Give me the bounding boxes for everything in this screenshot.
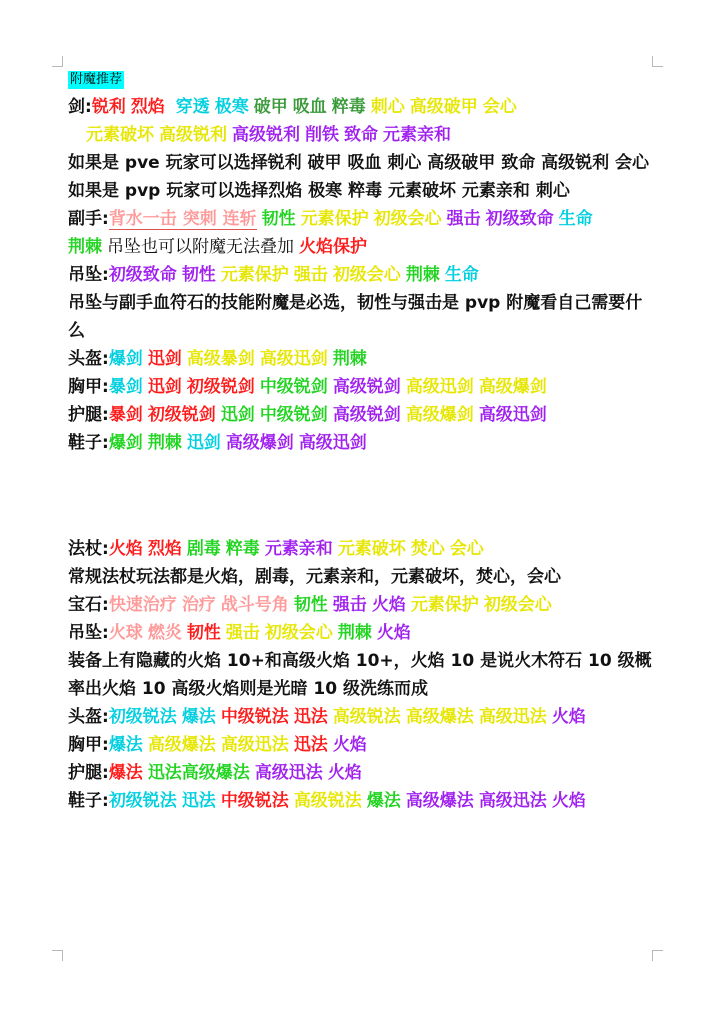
enchant-item: 破甲 bbox=[253, 97, 288, 117]
enchant-item: 强击 bbox=[225, 623, 260, 643]
enchant-item: 高级爆法 bbox=[405, 707, 474, 727]
enchant-item: 爆剑 bbox=[108, 349, 143, 369]
enchant-item: 爆法 bbox=[366, 791, 401, 811]
enchant-item: 元素破坏 bbox=[86, 125, 154, 145]
enchant-item: 初级会心 bbox=[264, 623, 333, 643]
enchant-item: 初级致命 bbox=[108, 265, 177, 285]
enchant-item: 烈焰 bbox=[147, 539, 182, 559]
enchant-item: 初级锐法 bbox=[108, 791, 177, 811]
enchant-item: 暴剑 bbox=[108, 405, 143, 425]
text-line bbox=[68, 121, 658, 149]
line-label: 胸甲: bbox=[68, 377, 109, 397]
text-line bbox=[68, 177, 658, 205]
enchant-item: 高级迅剑 bbox=[478, 405, 547, 425]
corner-mark-bottom-left bbox=[52, 950, 63, 961]
enchant-item: 火焰保护 bbox=[299, 237, 367, 257]
enchant-item: 高级锐剑 bbox=[332, 405, 401, 425]
enchant-item: 高级迅剑 bbox=[298, 433, 367, 453]
enchant-item: 中级锐法 bbox=[220, 707, 289, 727]
enchant-lines bbox=[68, 93, 658, 815]
enchant-item: 背水一击 突刺 连斩 bbox=[108, 209, 257, 229]
enchant-item: 焚心 bbox=[410, 539, 445, 559]
line-label: 法杖: bbox=[68, 539, 109, 559]
enchant-item: 爆剑 bbox=[108, 433, 143, 453]
enchant-item: 火焰 bbox=[551, 791, 586, 811]
enchant-item: 高级爆法 bbox=[147, 735, 216, 755]
enchant-item: 致命 bbox=[344, 125, 378, 145]
enchant-item: 韧性 bbox=[261, 209, 296, 229]
enchant-item: 迅法 bbox=[293, 735, 328, 755]
enchant-item: 荆棘 bbox=[68, 237, 102, 257]
enchant-item: 元素保护 bbox=[300, 209, 369, 229]
enchant-item: 高级锐剑 bbox=[332, 377, 401, 397]
enchant-item: 高级暴剑 bbox=[186, 349, 255, 369]
enchant-item: 烈焰 bbox=[130, 97, 165, 117]
enchant-item: 高级迅剑 bbox=[405, 377, 474, 397]
enchant-item: 元素亲和 bbox=[264, 539, 333, 559]
enchant-item: 火焰 bbox=[327, 763, 362, 783]
enchant-item: 常规法杖玩法都是火焰，剧毒，元素亲和，元素破坏，焚心，会心 bbox=[68, 567, 561, 587]
enchant-item: 火焰 bbox=[332, 735, 367, 755]
enchant-item: 初级锐剑 bbox=[186, 377, 255, 397]
enchant-item: 初级会心 bbox=[483, 595, 552, 615]
enchant-item: 高级迅法 bbox=[478, 791, 547, 811]
enchant-item: 初级会心 bbox=[332, 265, 401, 285]
enchant-item: 火焰 bbox=[371, 595, 406, 615]
enchant-item: 初级会心 bbox=[373, 209, 442, 229]
enchant-item: 会心 bbox=[482, 97, 517, 117]
enchant-item: 高级锐利 bbox=[232, 125, 300, 145]
enchant-item: 刺心 bbox=[370, 97, 405, 117]
text-line bbox=[68, 373, 658, 401]
corner-mark-bottom-right bbox=[652, 950, 663, 961]
enchant-item: 爆法 bbox=[181, 707, 216, 727]
enchant-item: 迅剑 bbox=[147, 349, 182, 369]
enchant-item: 迅剑 bbox=[220, 405, 255, 425]
line-label: 胸甲: bbox=[68, 735, 109, 755]
text-line bbox=[68, 619, 658, 647]
text-line bbox=[68, 563, 658, 591]
corner-mark-top-left bbox=[52, 56, 63, 67]
enchant-item: 元素保护 bbox=[410, 595, 479, 615]
enchant-item: 高级迅法 bbox=[478, 707, 547, 727]
enchant-item: 中级锐法 bbox=[220, 791, 289, 811]
enchant-item: 装备上有隐藏的火焰 10+和高级火焰 10+，火焰 10 是说火木符石 10 级概率出火焰 10 高级火焰则是光暗 10 级洗练而成 bbox=[68, 651, 652, 699]
enchant-item: 高级爆剑 bbox=[225, 433, 294, 453]
enchant-item: 荆棘 bbox=[337, 623, 372, 643]
enchant-item: 荆棘 bbox=[147, 433, 182, 453]
enchant-item: 粹毒 bbox=[225, 539, 260, 559]
text-line bbox=[68, 731, 658, 759]
enchant-item: 吸血 bbox=[292, 97, 327, 117]
enchant-item: 火焰 bbox=[376, 623, 411, 643]
enchant-item: 高级迅剑 bbox=[259, 349, 328, 369]
enchant-item: 爆法 bbox=[108, 735, 143, 755]
line-label: 剑: bbox=[68, 97, 92, 117]
enchant-item: 粹毒 bbox=[331, 97, 366, 117]
line-label: 鞋子: bbox=[68, 433, 109, 453]
enchant-item: 初级锐剑 bbox=[147, 405, 216, 425]
enchant-item: 暴剑 bbox=[108, 377, 143, 397]
line-label: 护腿: bbox=[68, 763, 109, 783]
enchant-item: 治疗 bbox=[181, 595, 216, 615]
page-heading: 附魔推荐 bbox=[70, 72, 123, 87]
text-line bbox=[68, 703, 658, 731]
text-line bbox=[68, 93, 658, 121]
enchant-item: 初级致命 bbox=[485, 209, 554, 229]
enchant-item: 强击 bbox=[332, 595, 367, 615]
enchant-item: 吊坠与副手血符石的技能附魔是必选，韧性与强击是 pvp 附魔看自己需要什么 bbox=[68, 293, 643, 341]
enchant-item: 剧毒 bbox=[186, 539, 221, 559]
enchant-item: 荆棘 bbox=[332, 349, 367, 369]
text-line bbox=[68, 401, 658, 429]
enchant-item: 元素保护 bbox=[220, 265, 289, 285]
document-body bbox=[68, 68, 658, 815]
enchant-item: 迅剑 bbox=[186, 433, 221, 453]
section-gap bbox=[68, 457, 658, 535]
enchant-item: 中级锐剑 bbox=[259, 405, 328, 425]
line-label: 护腿: bbox=[68, 405, 109, 425]
enchant-item: 高级爆剑 bbox=[478, 377, 547, 397]
text-line bbox=[68, 787, 658, 815]
enchant-item: 中级锐剑 bbox=[259, 377, 328, 397]
enchant-item: 迅剑 bbox=[147, 377, 182, 397]
enchant-item: 会心 bbox=[449, 539, 484, 559]
enchant-item: 如果是 pve 玩家可以选择锐利 破甲 吸血 刺心 高级破甲 致命 高级锐利 会心 bbox=[68, 153, 650, 173]
line-label: 吊坠: bbox=[68, 623, 109, 643]
enchant-item: 高级爆剑 bbox=[405, 405, 474, 425]
enchant-item: 高级迅法 bbox=[254, 763, 323, 783]
enchant-item: 战斗号角 bbox=[220, 595, 289, 615]
enchant-item: 韧性 bbox=[293, 595, 328, 615]
enchant-item: 高级锐法 bbox=[332, 707, 401, 727]
enchant-item: 迅法高级爆法 bbox=[147, 763, 250, 783]
enchant-item: 高级锐利 bbox=[159, 125, 227, 145]
enchant-item: 韧性 bbox=[181, 265, 216, 285]
enchant-item: 锐利 bbox=[91, 97, 126, 117]
text-line bbox=[68, 591, 658, 619]
enchant-item: 削铁 bbox=[305, 125, 339, 145]
enchant-item: 荆棘 bbox=[405, 265, 440, 285]
enchant-item: 火焰 bbox=[108, 539, 143, 559]
text-line bbox=[68, 261, 658, 289]
enchant-item: 火焰 bbox=[551, 707, 586, 727]
text-line bbox=[68, 429, 658, 457]
text-line bbox=[68, 205, 658, 233]
line-label: 吊坠: bbox=[68, 265, 109, 285]
enchant-item: 韧性 bbox=[186, 623, 221, 643]
enchant-item: 迅法 bbox=[293, 707, 328, 727]
enchant-item: 火球 bbox=[108, 623, 143, 643]
line-label: 宝石: bbox=[68, 595, 109, 615]
enchant-item: 迅法 bbox=[181, 791, 216, 811]
enchant-item: 强击 bbox=[293, 265, 328, 285]
enchant-item: 如果是 pvp 玩家可以选择烈焰 极寒 粹毒 元素破坏 元素亲和 刺心 bbox=[68, 181, 570, 201]
text-line bbox=[68, 289, 658, 345]
enchant-item: 元素破坏 bbox=[337, 539, 406, 559]
text-line bbox=[68, 233, 658, 261]
enchant-item: 元素亲和 bbox=[383, 125, 451, 145]
text-line bbox=[68, 149, 658, 177]
enchant-item: 高级爆法 bbox=[405, 791, 474, 811]
enchant-item: 生命 bbox=[558, 209, 593, 229]
line-label: 鞋子: bbox=[68, 791, 109, 811]
enchant-item: 爆法 bbox=[108, 763, 143, 783]
enchant-item: 穿透 bbox=[169, 97, 210, 117]
enchant-item: 快速治疗 bbox=[108, 595, 177, 615]
line-label: 头盔: bbox=[68, 707, 109, 727]
enchant-item: 初级锐法 bbox=[108, 707, 177, 727]
enchant-item: 强击 bbox=[446, 209, 481, 229]
enchant-item: 生命 bbox=[444, 265, 479, 285]
enchant-item: 高级破甲 bbox=[409, 97, 478, 117]
enchant-item: 燃炎 bbox=[147, 623, 182, 643]
text-line bbox=[68, 345, 658, 373]
enchant-item: 吊坠也可以附魔无法叠加 bbox=[107, 237, 294, 257]
text-line bbox=[68, 535, 658, 563]
enchant-item: 高级锐法 bbox=[293, 791, 362, 811]
line-label: 头盔: bbox=[68, 349, 109, 369]
corner-mark-top-right bbox=[652, 56, 663, 67]
enchant-item: 高级迅法 bbox=[220, 735, 289, 755]
line-label: 副手: bbox=[68, 209, 109, 229]
enchant-item: 极寒 bbox=[214, 97, 249, 117]
text-line bbox=[68, 647, 658, 703]
text-line bbox=[68, 759, 658, 787]
